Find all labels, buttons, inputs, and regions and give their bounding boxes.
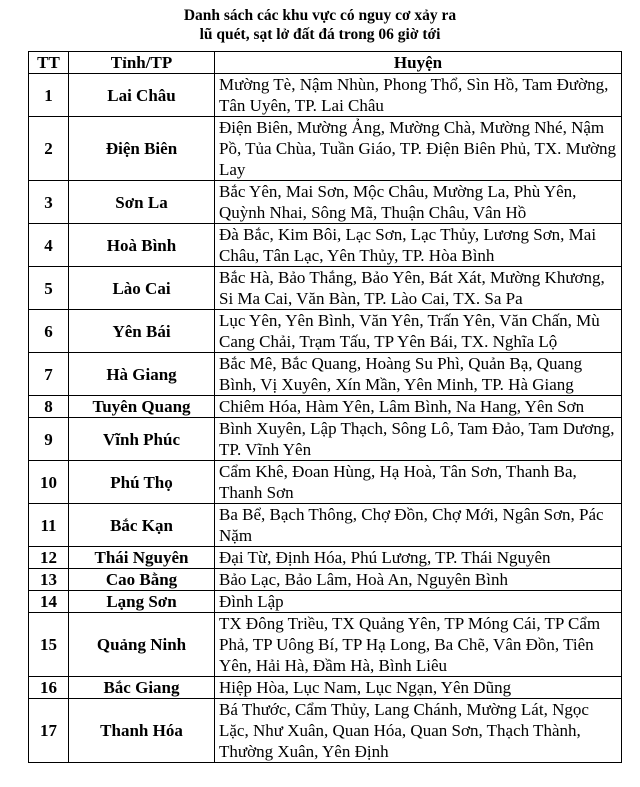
risk-area-table	[28, 51, 622, 763]
province-name: Hoà Bình	[69, 224, 215, 267]
district-list: Bắc Yên, Mai Sơn, Mộc Châu, Mường La, Phù Yên, Quỳnh Nhai, Sông Mã, Thuận Châu, Vân Hồ	[215, 181, 622, 224]
province-name: Phú Thọ	[69, 461, 215, 504]
row-number: 7	[29, 353, 69, 396]
table-row	[29, 353, 622, 396]
district-list: Lục Yên, Yên Bình, Văn Yên, Trấn Yên, Văn Chấn, Mù Cang Chải, Trạm Tấu, TP Yên Bái, TX. Nghĩa Lộ	[215, 310, 622, 353]
table-row	[29, 504, 622, 547]
table-row	[29, 74, 622, 117]
row-number: 4	[29, 224, 69, 267]
table-row	[29, 613, 622, 677]
table-row	[29, 396, 622, 418]
province-name: Hà Giang	[69, 353, 215, 396]
row-number: 5	[29, 267, 69, 310]
table-row	[29, 310, 622, 353]
row-number: 1	[29, 74, 69, 117]
table-row	[29, 418, 622, 461]
table-row	[29, 677, 622, 699]
province-name: Cao Bằng	[69, 569, 215, 591]
district-list: Mường Tè, Nậm Nhùn, Phong Thổ, Sìn Hồ, Tam Đường, Tân Uyên, TP. Lai Châu	[215, 74, 622, 117]
row-number: 6	[29, 310, 69, 353]
row-number: 11	[29, 504, 69, 547]
district-list: Đà Bắc, Kim Bôi, Lạc Sơn, Lạc Thủy, Lương Sơn, Mai Châu, Tân Lạc, Yên Thủy, TP. Hòa Bình	[215, 224, 622, 267]
district-list: Chiêm Hóa, Hàm Yên, Lâm Bình, Na Hang, Yên Sơn	[215, 396, 622, 418]
province-name: Sơn La	[69, 181, 215, 224]
district-list: Đình Lập	[215, 591, 622, 613]
row-number: 15	[29, 613, 69, 677]
table-row	[29, 547, 622, 569]
province-name: Lai Châu	[69, 74, 215, 117]
province-name: Yên Bái	[69, 310, 215, 353]
district-list: Cẩm Khê, Đoan Hùng, Hạ Hoà, Tân Sơn, Thanh Ba, Thanh Sơn	[215, 461, 622, 504]
row-number: 17	[29, 699, 69, 763]
province-name: Bắc Kạn	[69, 504, 215, 547]
province-name: Lào Cai	[69, 267, 215, 310]
table-row	[29, 117, 622, 181]
row-number: 13	[29, 569, 69, 591]
table-row	[29, 181, 622, 224]
province-name: Điện Biên	[69, 117, 215, 181]
table-row	[29, 224, 622, 267]
title-line-2: lũ quét, sạt lở đất đá trong 06 giờ tới	[199, 26, 441, 43]
province-name: Thanh Hóa	[69, 699, 215, 763]
province-name: Bắc Giang	[69, 677, 215, 699]
district-list: Hiệp Hòa, Lục Nam, Lục Ngạn, Yên Dũng	[215, 677, 622, 699]
header-province: Tỉnh/TP	[69, 52, 215, 74]
district-list: Ba Bể, Bạch Thông, Chợ Đồn, Chợ Mới, Ngân Sơn, Pác Nặm	[215, 504, 622, 547]
table-row	[29, 591, 622, 613]
district-list: Bắc Mê, Bắc Quang, Hoàng Su Phì, Quản Bạ, Quang Bình, Vị Xuyên, Xín Mần, Yên Minh, TP. Hà Giang	[215, 353, 622, 396]
province-name: Lạng Sơn	[69, 591, 215, 613]
row-number: 16	[29, 677, 69, 699]
district-list: TX Đông Triều, TX Quảng Yên, TP Móng Cái, TP Cẩm Phả, TP Uông Bí, TP Hạ Long, Ba Chẽ, Vân Đồn, Tiên Yên, Hải Hà, Đầm Hà, Bình Liêu	[215, 613, 622, 677]
province-name: Thái Nguyên	[69, 547, 215, 569]
district-list: Bình Xuyên, Lập Thạch, Sông Lô, Tam Đảo, Tam Dương, TP. Vĩnh Yên	[215, 418, 622, 461]
row-number: 8	[29, 396, 69, 418]
district-list: Bá Thước, Cẩm Thủy, Lang Chánh, Mường Lát, Ngọc Lặc, Như Xuân, Quan Hóa, Quan Sơn, Thạch Thành, Thường Xuân, Yên Định	[215, 699, 622, 763]
district-list: Điện Biên, Mường Ảng, Mường Chà, Mường Nhé, Nậm Pồ, Tủa Chùa, Tuần Giáo, TP. Điện Biên Phủ, TX. Mường Lay	[215, 117, 622, 181]
table-row	[29, 569, 622, 591]
table-row	[29, 267, 622, 310]
row-number: 10	[29, 461, 69, 504]
district-list: Bắc Hà, Bảo Thắng, Bảo Yên, Bát Xát, Mường Khương, Si Ma Cai, Văn Bàn, TP. Lào Cai, TX. Sa Pa	[215, 267, 622, 310]
table-header-row	[29, 52, 622, 74]
district-list: Đại Từ, Định Hóa, Phú Lương, TP. Thái Nguyên	[215, 547, 622, 569]
header-tt: TT	[29, 52, 69, 74]
title-line-1: Danh sách các khu vực có nguy cơ xảy ra	[183, 7, 457, 24]
district-list: Bảo Lạc, Bảo Lâm, Hoà An, Nguyên Bình	[215, 569, 622, 591]
table-row	[29, 699, 622, 763]
province-name: Quảng Ninh	[69, 613, 215, 677]
row-number: 14	[29, 591, 69, 613]
header-districts: Huyện	[215, 52, 622, 74]
row-number: 3	[29, 181, 69, 224]
table-row	[29, 461, 622, 504]
row-number: 9	[29, 418, 69, 461]
document-title	[0, 6, 640, 44]
row-number: 2	[29, 117, 69, 181]
province-name: Vĩnh Phúc	[69, 418, 215, 461]
province-name: Tuyên Quang	[69, 396, 215, 418]
row-number: 12	[29, 547, 69, 569]
